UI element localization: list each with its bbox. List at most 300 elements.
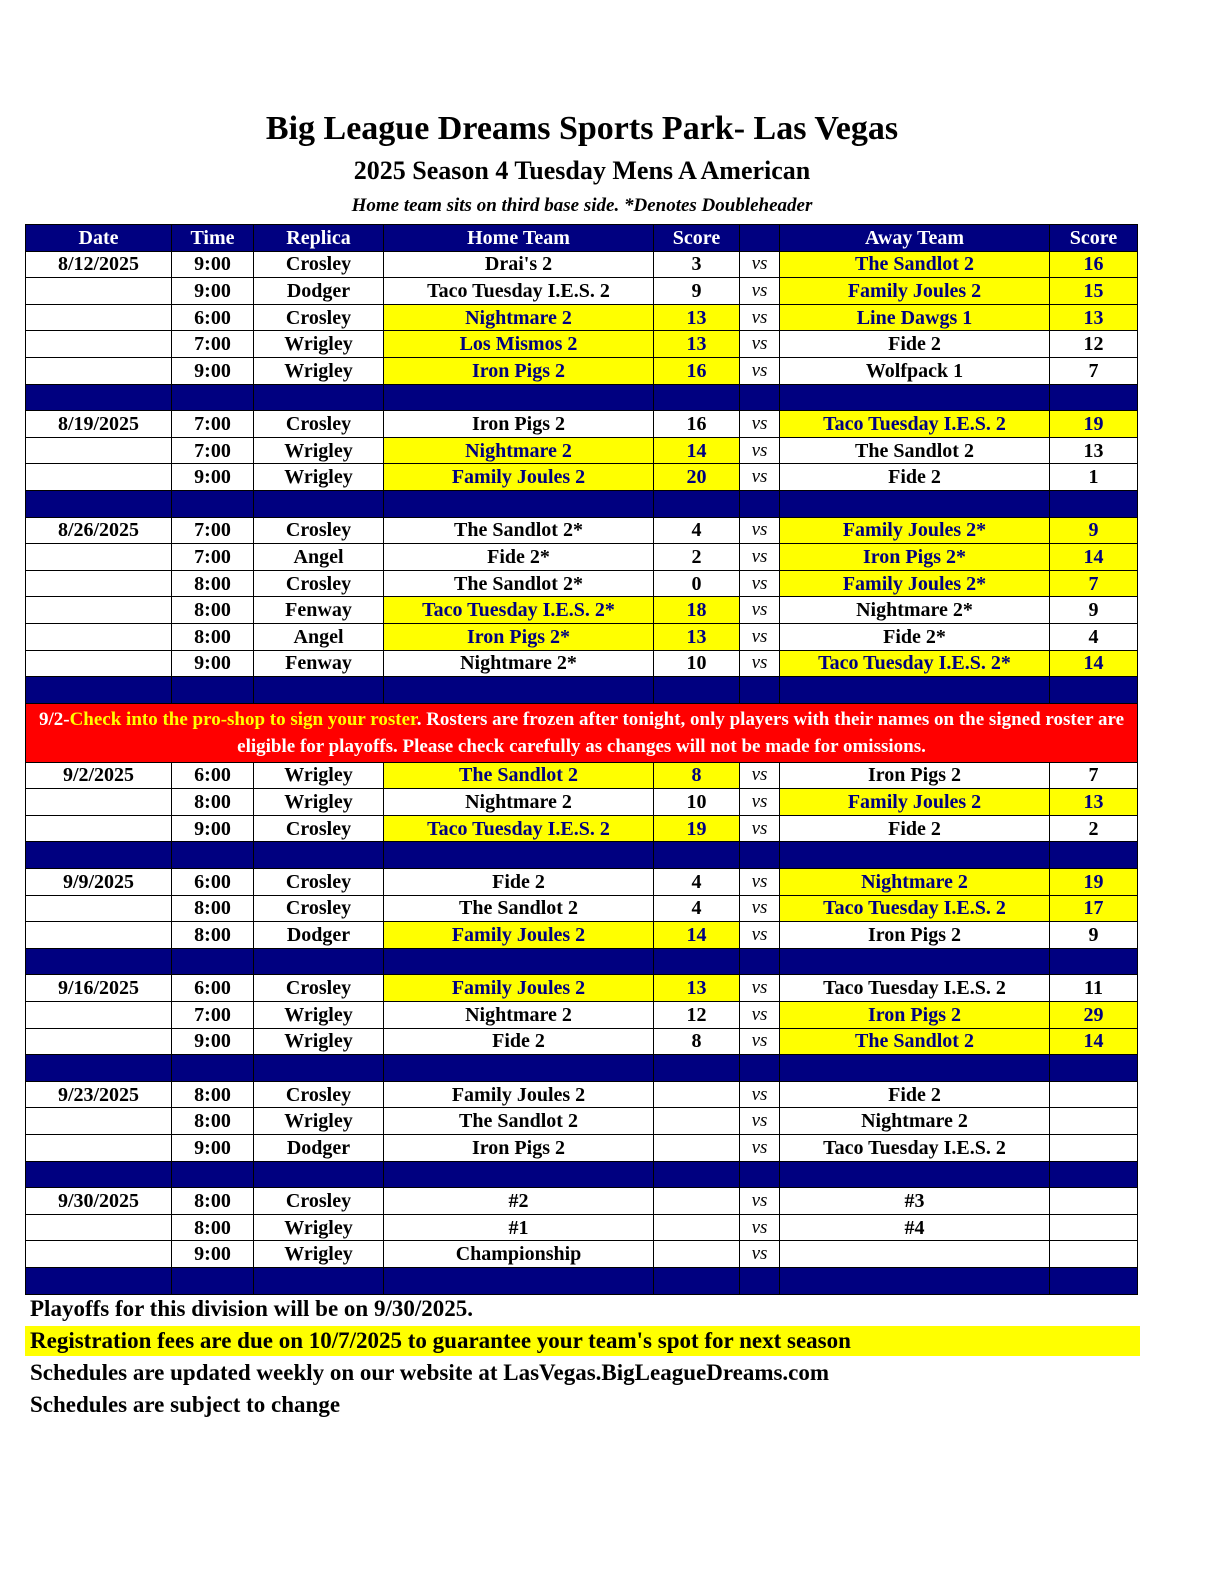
away-score-cell xyxy=(1050,1135,1138,1162)
game-row xyxy=(26,1002,1138,1029)
field-cell: Crosley xyxy=(254,1081,384,1108)
vs-cell: vs xyxy=(740,1002,780,1029)
date-cell xyxy=(26,1028,172,1055)
separator-cell xyxy=(172,948,254,975)
field-cell: Dodger xyxy=(254,1135,384,1162)
separator-cell xyxy=(780,842,1050,869)
home-score-cell: 13 xyxy=(654,623,740,650)
home-team-cell: Nightmare 2 xyxy=(384,437,654,464)
home-score-cell: 14 xyxy=(654,437,740,464)
home-score-cell: 4 xyxy=(654,869,740,896)
date-cell: 9/2/2025 xyxy=(26,762,172,789)
game-row xyxy=(26,1135,1138,1162)
vs-cell: vs xyxy=(740,1081,780,1108)
away-team-cell: Family Joules 2 xyxy=(780,278,1050,305)
time-cell: 9:00 xyxy=(172,1241,254,1268)
away-score-cell: 7 xyxy=(1050,762,1138,789)
schedule-body xyxy=(26,251,1138,1294)
separator-cell xyxy=(26,490,172,517)
home-score-cell: 4 xyxy=(654,517,740,544)
home-team-cell: The Sandlot 2 xyxy=(384,895,654,922)
home-team-cell: The Sandlot 2 xyxy=(384,1108,654,1135)
separator-cell xyxy=(654,1161,740,1188)
home-score-cell xyxy=(654,1188,740,1215)
time-cell: 9:00 xyxy=(172,1028,254,1055)
game-row xyxy=(26,789,1138,816)
footer-registration: Registration fees are due on 10/7/2025 to guarantee your team's spot for next season xyxy=(25,1326,1140,1356)
home-team-cell: Nightmare 2 xyxy=(384,1002,654,1029)
separator-cell xyxy=(26,384,172,411)
separator-cell xyxy=(1050,1267,1138,1294)
date-cell xyxy=(26,922,172,949)
field-cell: Wrigley xyxy=(254,1241,384,1268)
away-score-cell: 9 xyxy=(1050,517,1138,544)
home-score-cell: 10 xyxy=(654,650,740,677)
time-cell: 9:00 xyxy=(172,650,254,677)
away-score-cell xyxy=(1050,1188,1138,1215)
vs-cell: vs xyxy=(740,789,780,816)
separator-cell xyxy=(654,948,740,975)
separator-cell xyxy=(780,1267,1050,1294)
separator-cell xyxy=(780,384,1050,411)
date-cell: 8/19/2025 xyxy=(26,411,172,438)
page-title: Big League Dreams Sports Park- Las Vegas xyxy=(265,110,899,147)
separator-cell xyxy=(172,1055,254,1082)
vs-cell: vs xyxy=(740,922,780,949)
col-vs xyxy=(740,225,780,252)
separator-cell xyxy=(780,948,1050,975)
game-row xyxy=(26,411,1138,438)
home-score-cell: 4 xyxy=(654,895,740,922)
separator-cell xyxy=(172,384,254,411)
field-cell: Wrigley xyxy=(254,1028,384,1055)
away-team-cell: Wolfpack 1 xyxy=(780,357,1050,384)
home-score-cell: 13 xyxy=(654,331,740,358)
game-row xyxy=(26,251,1138,278)
separator-cell xyxy=(26,677,172,704)
field-cell: Wrigley xyxy=(254,789,384,816)
field-cell: Wrigley xyxy=(254,331,384,358)
separator-cell xyxy=(1050,490,1138,517)
week-separator xyxy=(26,1161,1138,1188)
separator-cell xyxy=(26,948,172,975)
vs-cell: vs xyxy=(740,762,780,789)
vs-cell: vs xyxy=(740,544,780,571)
away-team-cell: Nightmare 2* xyxy=(780,597,1050,624)
separator-cell xyxy=(172,1161,254,1188)
week-separator xyxy=(26,677,1138,704)
week-separator xyxy=(26,490,1138,517)
home-team-cell: Drai's 2 xyxy=(384,251,654,278)
week-separator xyxy=(26,1267,1138,1294)
date-cell: 9/23/2025 xyxy=(26,1081,172,1108)
date-cell xyxy=(26,1108,172,1135)
separator-cell xyxy=(1050,948,1138,975)
home-score-cell: 14 xyxy=(654,922,740,949)
vs-cell: vs xyxy=(740,278,780,305)
time-cell: 7:00 xyxy=(172,411,254,438)
separator-cell xyxy=(780,1055,1050,1082)
home-score-cell: 16 xyxy=(654,411,740,438)
home-score-cell: 16 xyxy=(654,357,740,384)
field-cell: Fenway xyxy=(254,650,384,677)
time-cell: 8:00 xyxy=(172,789,254,816)
away-score-cell: 14 xyxy=(1050,650,1138,677)
away-team-cell: Iron Pigs 2 xyxy=(780,762,1050,789)
separator-cell xyxy=(1050,1055,1138,1082)
week-separator xyxy=(26,384,1138,411)
date-cell xyxy=(26,570,172,597)
vs-cell: vs xyxy=(740,1214,780,1241)
roster-notice xyxy=(26,703,1138,762)
time-cell: 8:00 xyxy=(172,1214,254,1241)
vs-cell: vs xyxy=(740,357,780,384)
game-row xyxy=(26,437,1138,464)
home-score-cell: 12 xyxy=(654,1002,740,1029)
date-cell xyxy=(26,623,172,650)
date-cell xyxy=(26,437,172,464)
separator-cell xyxy=(780,490,1050,517)
date-cell xyxy=(26,464,172,491)
game-row xyxy=(26,464,1138,491)
separator-cell xyxy=(654,1055,740,1082)
home-team-cell: Taco Tuesday I.E.S. 2 xyxy=(384,278,654,305)
separator-cell xyxy=(172,1267,254,1294)
field-cell: Crosley xyxy=(254,251,384,278)
field-cell: Crosley xyxy=(254,975,384,1002)
separator-cell xyxy=(172,490,254,517)
field-cell: Fenway xyxy=(254,597,384,624)
home-score-cell: 0 xyxy=(654,570,740,597)
away-team-cell: Taco Tuesday I.E.S. 2* xyxy=(780,650,1050,677)
time-cell: 7:00 xyxy=(172,1002,254,1029)
vs-cell: vs xyxy=(740,895,780,922)
time-cell: 7:00 xyxy=(172,437,254,464)
away-team-cell: Family Joules 2* xyxy=(780,570,1050,597)
field-cell: Crosley xyxy=(254,895,384,922)
home-team-cell: Iron Pigs 2 xyxy=(384,411,654,438)
vs-cell: vs xyxy=(740,815,780,842)
date-cell xyxy=(26,815,172,842)
separator-cell xyxy=(654,842,740,869)
time-cell: 8:00 xyxy=(172,1188,254,1215)
away-score-cell: 19 xyxy=(1050,869,1138,896)
away-team-cell: Taco Tuesday I.E.S. 2 xyxy=(780,411,1050,438)
away-score-cell: 16 xyxy=(1050,251,1138,278)
home-score-cell: 19 xyxy=(654,815,740,842)
field-cell: Angel xyxy=(254,623,384,650)
away-score-cell: 1 xyxy=(1050,464,1138,491)
game-row xyxy=(26,1214,1138,1241)
vs-cell: vs xyxy=(740,1135,780,1162)
col-home-score: Score xyxy=(654,225,740,252)
away-score-cell: 29 xyxy=(1050,1002,1138,1029)
away-team-cell: The Sandlot 2 xyxy=(780,437,1050,464)
game-row xyxy=(26,869,1138,896)
separator-cell xyxy=(740,948,780,975)
home-score-cell: 3 xyxy=(654,251,740,278)
home-score-cell xyxy=(654,1081,740,1108)
time-cell: 7:00 xyxy=(172,517,254,544)
time-cell: 8:00 xyxy=(172,597,254,624)
game-row xyxy=(26,304,1138,331)
game-row xyxy=(26,1188,1138,1215)
date-cell: 9/30/2025 xyxy=(26,1188,172,1215)
field-cell: Dodger xyxy=(254,278,384,305)
date-cell xyxy=(26,357,172,384)
time-cell: 8:00 xyxy=(172,1081,254,1108)
field-cell: Angel xyxy=(254,544,384,571)
home-team-cell: #1 xyxy=(384,1214,654,1241)
home-score-cell: 8 xyxy=(654,762,740,789)
away-team-cell: Fide 2 xyxy=(780,331,1050,358)
date-cell xyxy=(26,544,172,571)
footer-website: Schedules are updated weekly on our website at LasVegas.BigLeagueDreams.com xyxy=(30,1360,830,1385)
away-team-cell: Nightmare 2 xyxy=(780,869,1050,896)
game-row xyxy=(26,357,1138,384)
away-team-cell: Line Dawgs 1 xyxy=(780,304,1050,331)
away-team-cell: Taco Tuesday I.E.S. 2 xyxy=(780,975,1050,1002)
away-team-cell: Fide 2 xyxy=(780,1081,1050,1108)
separator-cell xyxy=(26,1161,172,1188)
notice-date: 9/2- xyxy=(38,708,70,730)
field-cell: Crosley xyxy=(254,411,384,438)
time-cell: 9:00 xyxy=(172,1135,254,1162)
time-cell: 7:00 xyxy=(172,331,254,358)
away-score-cell: 9 xyxy=(1050,922,1138,949)
game-row xyxy=(26,623,1138,650)
separator-cell xyxy=(254,677,384,704)
away-team-cell: #3 xyxy=(780,1188,1050,1215)
separator-cell xyxy=(26,1267,172,1294)
away-score-cell: 13 xyxy=(1050,789,1138,816)
separator-cell xyxy=(254,384,384,411)
away-score-cell: 12 xyxy=(1050,331,1138,358)
field-cell: Crosley xyxy=(254,869,384,896)
away-score-cell: 11 xyxy=(1050,975,1138,1002)
away-score-cell: 7 xyxy=(1050,570,1138,597)
away-score-cell xyxy=(1050,1241,1138,1268)
game-row xyxy=(26,278,1138,305)
page-subtitle: 2025 Season 4 Tuesday Mens A American xyxy=(353,156,811,185)
vs-cell: vs xyxy=(740,517,780,544)
notice-highlight: Check into the pro-shop to sign your roster xyxy=(69,708,417,730)
header-row xyxy=(26,225,1138,252)
home-team-cell: Fide 2 xyxy=(384,1028,654,1055)
away-score-cell xyxy=(1050,1081,1138,1108)
vs-cell: vs xyxy=(740,1188,780,1215)
home-team-cell: Nightmare 2* xyxy=(384,650,654,677)
home-team-cell: #2 xyxy=(384,1188,654,1215)
home-team-cell: Taco Tuesday I.E.S. 2 xyxy=(384,815,654,842)
field-cell: Wrigley xyxy=(254,1214,384,1241)
away-score-cell: 17 xyxy=(1050,895,1138,922)
separator-cell xyxy=(740,1161,780,1188)
away-team-cell: Family Joules 2* xyxy=(780,517,1050,544)
home-team-cell: The Sandlot 2 xyxy=(384,762,654,789)
home-team-cell: The Sandlot 2* xyxy=(384,570,654,597)
separator-cell xyxy=(384,1161,654,1188)
home-score-cell: 2 xyxy=(654,544,740,571)
vs-cell: vs xyxy=(740,975,780,1002)
field-cell: Crosley xyxy=(254,815,384,842)
away-team-cell: The Sandlot 2 xyxy=(780,251,1050,278)
vs-cell: vs xyxy=(740,1241,780,1268)
vs-cell: vs xyxy=(740,331,780,358)
home-team-cell: Family Joules 2 xyxy=(384,975,654,1002)
home-score-cell: 13 xyxy=(654,304,740,331)
vs-cell: vs xyxy=(740,437,780,464)
separator-cell xyxy=(254,490,384,517)
separator-cell xyxy=(740,490,780,517)
col-home-team: Home Team xyxy=(384,225,654,252)
away-team-cell: Fide 2 xyxy=(780,464,1050,491)
separator-cell xyxy=(740,1055,780,1082)
separator-cell xyxy=(26,842,172,869)
home-team-cell: Fide 2 xyxy=(384,869,654,896)
away-team-cell: Taco Tuesday I.E.S. 2 xyxy=(780,895,1050,922)
separator-cell xyxy=(384,842,654,869)
game-row xyxy=(26,1241,1138,1268)
home-team-cell: Taco Tuesday I.E.S. 2* xyxy=(384,597,654,624)
separator-cell xyxy=(1050,384,1138,411)
time-cell: 6:00 xyxy=(172,304,254,331)
game-row xyxy=(26,762,1138,789)
week-separator xyxy=(26,842,1138,869)
schedule-note: Home team sits on third base side. *Denotes Doubleheader xyxy=(351,195,813,216)
time-cell: 8:00 xyxy=(172,922,254,949)
home-team-cell: Family Joules 2 xyxy=(384,1081,654,1108)
vs-cell: vs xyxy=(740,464,780,491)
field-cell: Wrigley xyxy=(254,762,384,789)
field-cell: Crosley xyxy=(254,1188,384,1215)
separator-cell xyxy=(254,1267,384,1294)
separator-cell xyxy=(384,677,654,704)
home-team-cell: Iron Pigs 2 xyxy=(384,357,654,384)
game-row xyxy=(26,975,1138,1002)
time-cell: 8:00 xyxy=(172,1108,254,1135)
week-separator xyxy=(26,1055,1138,1082)
game-row xyxy=(26,544,1138,571)
separator-cell xyxy=(740,677,780,704)
home-score-cell: 10 xyxy=(654,789,740,816)
vs-cell: vs xyxy=(740,251,780,278)
time-cell: 9:00 xyxy=(172,815,254,842)
field-cell: Crosley xyxy=(254,517,384,544)
home-team-cell: Fide 2* xyxy=(384,544,654,571)
time-cell: 6:00 xyxy=(172,869,254,896)
home-team-cell: Nightmare 2 xyxy=(384,304,654,331)
separator-cell xyxy=(740,842,780,869)
home-score-cell: 18 xyxy=(654,597,740,624)
away-score-cell xyxy=(1050,1214,1138,1241)
home-team-cell: Iron Pigs 2 xyxy=(384,1135,654,1162)
separator-cell xyxy=(384,384,654,411)
time-cell: 6:00 xyxy=(172,762,254,789)
separator-cell xyxy=(780,677,1050,704)
away-team-cell: Iron Pigs 2 xyxy=(780,1002,1050,1029)
home-team-cell: Los Mismos 2 xyxy=(384,331,654,358)
date-cell: 8/12/2025 xyxy=(26,251,172,278)
vs-cell: vs xyxy=(740,1108,780,1135)
separator-cell xyxy=(384,490,654,517)
away-team-cell xyxy=(780,1241,1050,1268)
col-away-score: Score xyxy=(1050,225,1138,252)
date-cell: 9/9/2025 xyxy=(26,869,172,896)
away-team-cell: Nightmare 2 xyxy=(780,1108,1050,1135)
date-cell xyxy=(26,597,172,624)
away-score-cell: 14 xyxy=(1050,1028,1138,1055)
separator-cell xyxy=(654,490,740,517)
time-cell: 8:00 xyxy=(172,623,254,650)
away-team-cell: Fide 2 xyxy=(780,815,1050,842)
col-date: Date xyxy=(26,225,172,252)
separator-cell xyxy=(1050,1161,1138,1188)
home-score-cell xyxy=(654,1135,740,1162)
vs-cell: vs xyxy=(740,1028,780,1055)
separator-cell xyxy=(740,384,780,411)
separator-cell xyxy=(26,1055,172,1082)
game-row xyxy=(26,922,1138,949)
away-team-cell: Iron Pigs 2* xyxy=(780,544,1050,571)
date-cell xyxy=(26,1214,172,1241)
col-replica: Replica xyxy=(254,225,384,252)
separator-cell xyxy=(654,1267,740,1294)
field-cell: Wrigley xyxy=(254,1002,384,1029)
field-cell: Wrigley xyxy=(254,437,384,464)
game-row xyxy=(26,1108,1138,1135)
col-away-team: Away Team xyxy=(780,225,1050,252)
time-cell: 7:00 xyxy=(172,544,254,571)
vs-cell: vs xyxy=(740,411,780,438)
away-team-cell: Family Joules 2 xyxy=(780,789,1050,816)
separator-cell xyxy=(654,677,740,704)
separator-cell xyxy=(384,948,654,975)
time-cell: 8:00 xyxy=(172,895,254,922)
away-team-cell: The Sandlot 2 xyxy=(780,1028,1050,1055)
date-cell xyxy=(26,650,172,677)
separator-cell xyxy=(740,1267,780,1294)
date-cell xyxy=(26,331,172,358)
field-cell: Wrigley xyxy=(254,357,384,384)
home-score-cell: 8 xyxy=(654,1028,740,1055)
separator-cell xyxy=(254,1055,384,1082)
week-separator xyxy=(26,948,1138,975)
vs-cell: vs xyxy=(740,570,780,597)
field-cell: Wrigley xyxy=(254,464,384,491)
separator-cell xyxy=(254,948,384,975)
home-team-cell: Family Joules 2 xyxy=(384,922,654,949)
game-row xyxy=(26,517,1138,544)
home-score-cell: 13 xyxy=(654,975,740,1002)
separator-cell xyxy=(780,1161,1050,1188)
home-score-cell xyxy=(654,1241,740,1268)
away-score-cell xyxy=(1050,1108,1138,1135)
separator-cell xyxy=(254,1161,384,1188)
away-team-cell: Fide 2* xyxy=(780,623,1050,650)
game-row xyxy=(26,895,1138,922)
vs-cell: vs xyxy=(740,650,780,677)
date-cell xyxy=(26,1002,172,1029)
separator-cell xyxy=(1050,842,1138,869)
game-row xyxy=(26,815,1138,842)
separator-cell xyxy=(384,1055,654,1082)
date-cell: 8/26/2025 xyxy=(26,517,172,544)
home-team-cell: Iron Pigs 2* xyxy=(384,623,654,650)
separator-cell xyxy=(654,384,740,411)
game-row xyxy=(26,331,1138,358)
home-team-cell: The Sandlot 2* xyxy=(384,517,654,544)
